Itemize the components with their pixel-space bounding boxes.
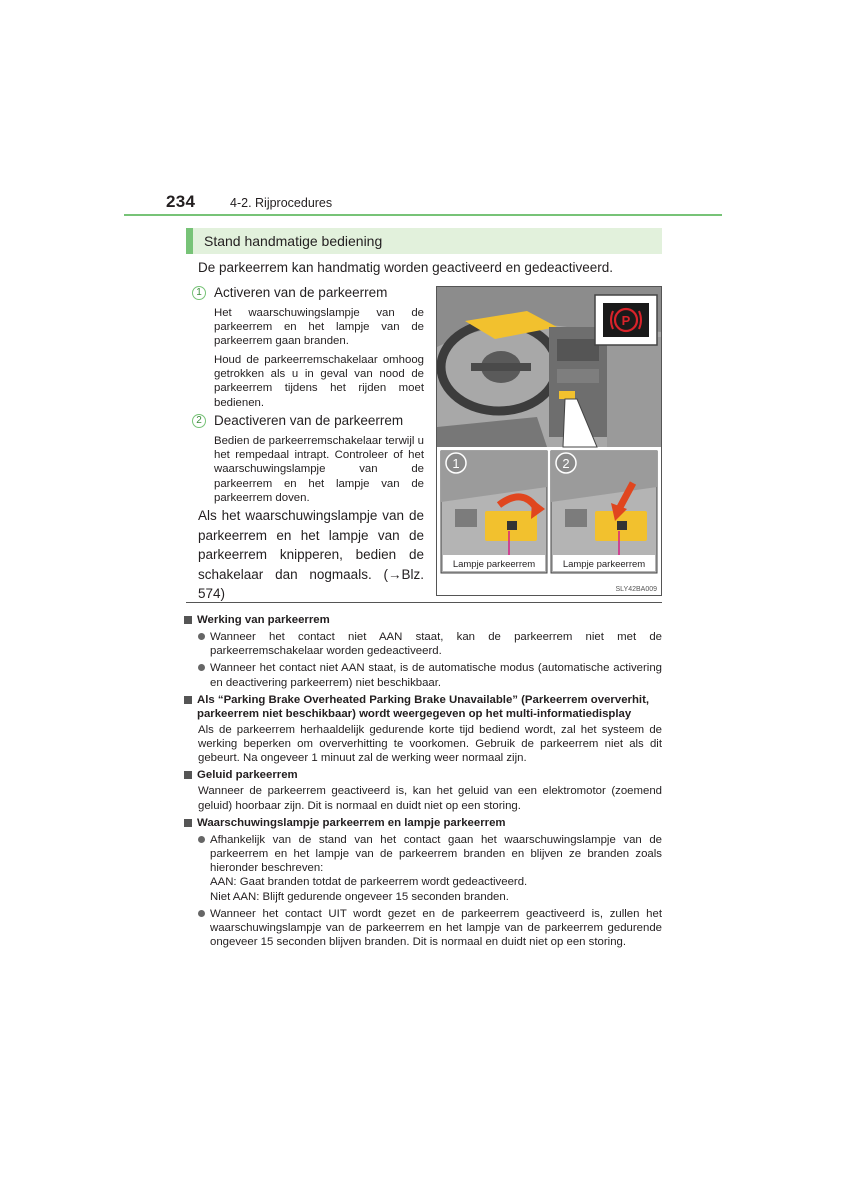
square-bullet-icon — [184, 819, 192, 827]
notes-section — [184, 610, 662, 949]
lamp-label-2: Lampje parkeerrem — [562, 559, 646, 570]
step-number-badge: 1 — [192, 286, 206, 300]
round-bullet-icon — [198, 633, 205, 640]
note-heading: Als “Parking Brake Overheated Parking Brake Unavailable” (Parkeerrem oververhit, parkeerrem niet beschikbaar) wordt weergegeven op het multi-informatiedisplay — [184, 693, 662, 721]
list-item: Afhankelijk van de stand van het contact gaan het waarschuwingslampje van de parkeerrem en het lampje van de parkeerrem branden en blijven ze branden zoals hieronder beschreven: — [184, 833, 662, 876]
square-bullet-icon — [184, 696, 192, 704]
note-heading: Waarschuwingslampje parkeerrem en lampje parkeerrem — [184, 816, 662, 830]
section-title: Stand handmatige bediening — [204, 233, 383, 249]
lamp-label-1: Lampje parkeerrem — [452, 559, 536, 570]
note-body: Wanneer de parkeerrem geactiveerd is, kan het geluid van een elektromotor (zoemend geluid) hoorbaar zijn. Dit is normaal en duidt niet op een storing. — [198, 785, 662, 812]
switch-highlight — [559, 391, 575, 399]
section-intro: De parkeerrem kan handmatig worden geactiveerd en gedeactiveerd. — [198, 260, 613, 275]
step-1-paragraph: Het waarschuwingslampje van de parkeerrem en het lampje van de parkeerrem gaan branden. — [214, 307, 424, 348]
closing-paragraph: Als het waarschuwingslampje van de parkeerrem en het lampje van de parkeerrem knipperen, bedien de schakelaar dan nogmaals. (→Blz. 574) — [198, 508, 424, 602]
step-number-badge: 2 — [192, 414, 206, 428]
section-divider — [186, 602, 662, 603]
square-bullet-icon — [184, 771, 192, 779]
step-2-paragraph: Bedien de parkeerremschakelaar terwijl u het rempedaal intrapt. Controleer of het waarschuwingslampje van de parkeerrem en het lampje van de parkeerrem doven. — [214, 435, 424, 504]
step-1-paragraph: Houd de parkeerremschakelaar omhoog getrokken als u in geval van nood de parkeerrem tijdens het rijden moet bedienen. — [214, 354, 424, 409]
step-title: Activeren van de parkeerrem — [214, 285, 388, 300]
step-1-heading — [192, 285, 387, 300]
callout-1-number: 1 — [452, 456, 460, 471]
figure-code: SLY42BA009 — [615, 586, 657, 593]
warning-symbol: P — [621, 313, 631, 328]
note-heading: Geluid parkeerrem — [184, 768, 662, 782]
round-bullet-icon — [198, 836, 205, 843]
note-heading: Werking van parkeerrem — [184, 613, 662, 627]
step-2-heading — [192, 413, 403, 428]
sub-line: AAN: Gaat branden totdat de parkeerrem wordt gedeactiveerd. — [210, 876, 528, 889]
list-item: Wanneer het contact UIT wordt gezet en de parkeerrem geactiveerd is, zullen het waarschuwingslampje van de parkeerrem en het lampje van de parkeerrem gedurende ongeveer 15 seconden blijven branden. Dit is normaal en duidt niet op een storing. — [184, 907, 662, 950]
header-divider — [124, 214, 722, 216]
callout-2-number: 2 — [562, 456, 570, 471]
square-bullet-icon — [184, 616, 192, 624]
section-header — [186, 228, 662, 254]
list-item: Wanneer het contact niet AAN staat, kan de parkeerrem niet met de parkeerremschakelaar worden gedeactiveerd. — [184, 630, 662, 658]
list-item: Wanneer het contact niet AAN staat, is de automatische modus (automatische activering en deactivering parkeerrem) niet beschikbaar. — [184, 661, 662, 689]
step-title: Deactiveren van de parkeerrem — [214, 413, 404, 428]
chapter-title: 4-2. Rijprocedures — [230, 196, 333, 210]
round-bullet-icon — [198, 664, 205, 671]
sub-line: Niet AAN: Blijft gedurende ongeveer 15 seconden branden. — [210, 890, 509, 903]
note-body: Als de parkeerrem herhaaldelijk gedurende korte tijd bediend wordt, zal het systeem de werking beperken om oververhitting te voorkomen. Gebruik de parkeerrem niet als dit gebeurt. Na ongeveer 1 minuut zal de werking weer normaal zijn. — [198, 723, 662, 765]
parking-brake-illustration — [436, 286, 662, 596]
page-number: 234 — [166, 192, 196, 211]
round-bullet-icon — [198, 910, 205, 917]
